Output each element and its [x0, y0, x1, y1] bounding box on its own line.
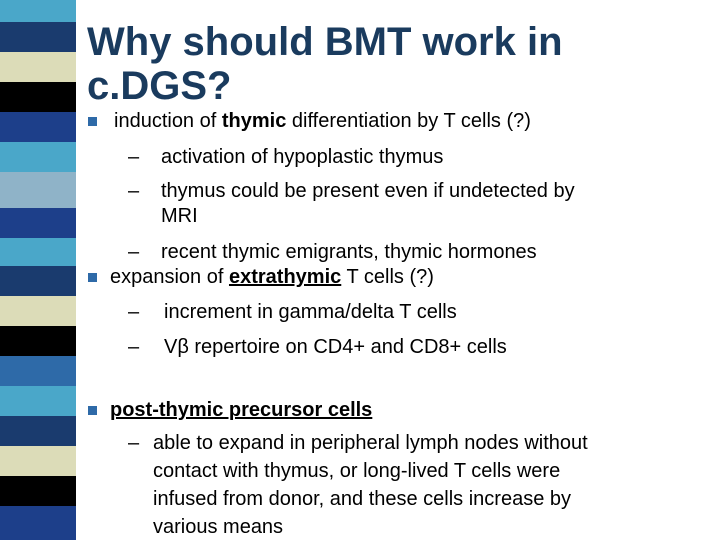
strip-square	[0, 506, 76, 540]
sub-dash: –	[128, 241, 140, 263]
sub-dash: –	[128, 146, 140, 168]
strip-square	[0, 296, 76, 326]
strip-square	[0, 22, 76, 52]
bullet-text-part: differentiation by T cells (?)	[286, 110, 531, 132]
sub-dash: –	[128, 180, 140, 202]
strip-square	[0, 208, 76, 238]
bullet-square-icon	[88, 406, 97, 415]
bullet-text	[114, 109, 531, 133]
strip-square	[0, 238, 76, 266]
sub-bullet-text: contact with thymus, or long-lived T cells were	[153, 460, 561, 482]
sub-bullet-text: recent thymic emigrants, thymic hormones	[161, 241, 537, 263]
bullet-text-part: induction of	[114, 110, 222, 132]
strip-square	[0, 172, 76, 208]
bullet-text-part: expansion of	[110, 266, 229, 288]
strip-square	[0, 52, 76, 82]
strip-square	[0, 356, 76, 386]
bullet-square-icon	[88, 117, 97, 126]
sub-bullet-text: increment in gamma/delta T cells	[164, 301, 457, 323]
bullet-square-icon	[88, 273, 97, 282]
bullet-text: post-thymic precursor cells	[110, 399, 373, 421]
sub-bullet-text: Vβ repertoire on CD4+ and CD8+ cells	[164, 336, 507, 358]
strip-square	[0, 446, 76, 476]
sub-dash: –	[128, 301, 140, 323]
decorative-color-strip	[0, 0, 76, 540]
sub-bullet-text: various means	[153, 516, 284, 538]
bullet-text-part: T cells (?)	[341, 266, 434, 288]
strip-square	[0, 0, 76, 22]
strip-square	[0, 416, 76, 446]
sub-dash: –	[128, 432, 140, 454]
strip-square	[0, 326, 76, 356]
strip-square	[0, 266, 76, 296]
sub-bullet-text: activation of hypoplastic thymus	[161, 146, 444, 168]
slide-title: Why should BMT work in c.DGS?	[87, 20, 563, 108]
bullet-text-emphasis: extrathymic	[228, 266, 342, 288]
sub-bullet-text: infused from donor, and these cells increase by	[153, 488, 572, 510]
sub-dash: –	[128, 336, 140, 358]
bullet-text	[110, 265, 434, 289]
strip-square	[0, 142, 76, 172]
strip-square	[0, 112, 76, 142]
strip-square	[0, 476, 76, 506]
bullet-text-emphasis: thymic	[221, 110, 287, 132]
sub-bullet-text: able to expand in peripheral lymph nodes without	[153, 432, 588, 454]
strip-square	[0, 82, 76, 112]
sub-bullet-text: MRI	[161, 205, 198, 227]
strip-square	[0, 386, 76, 416]
sub-bullet-text: thymus could be present even if undetected by	[161, 180, 575, 202]
